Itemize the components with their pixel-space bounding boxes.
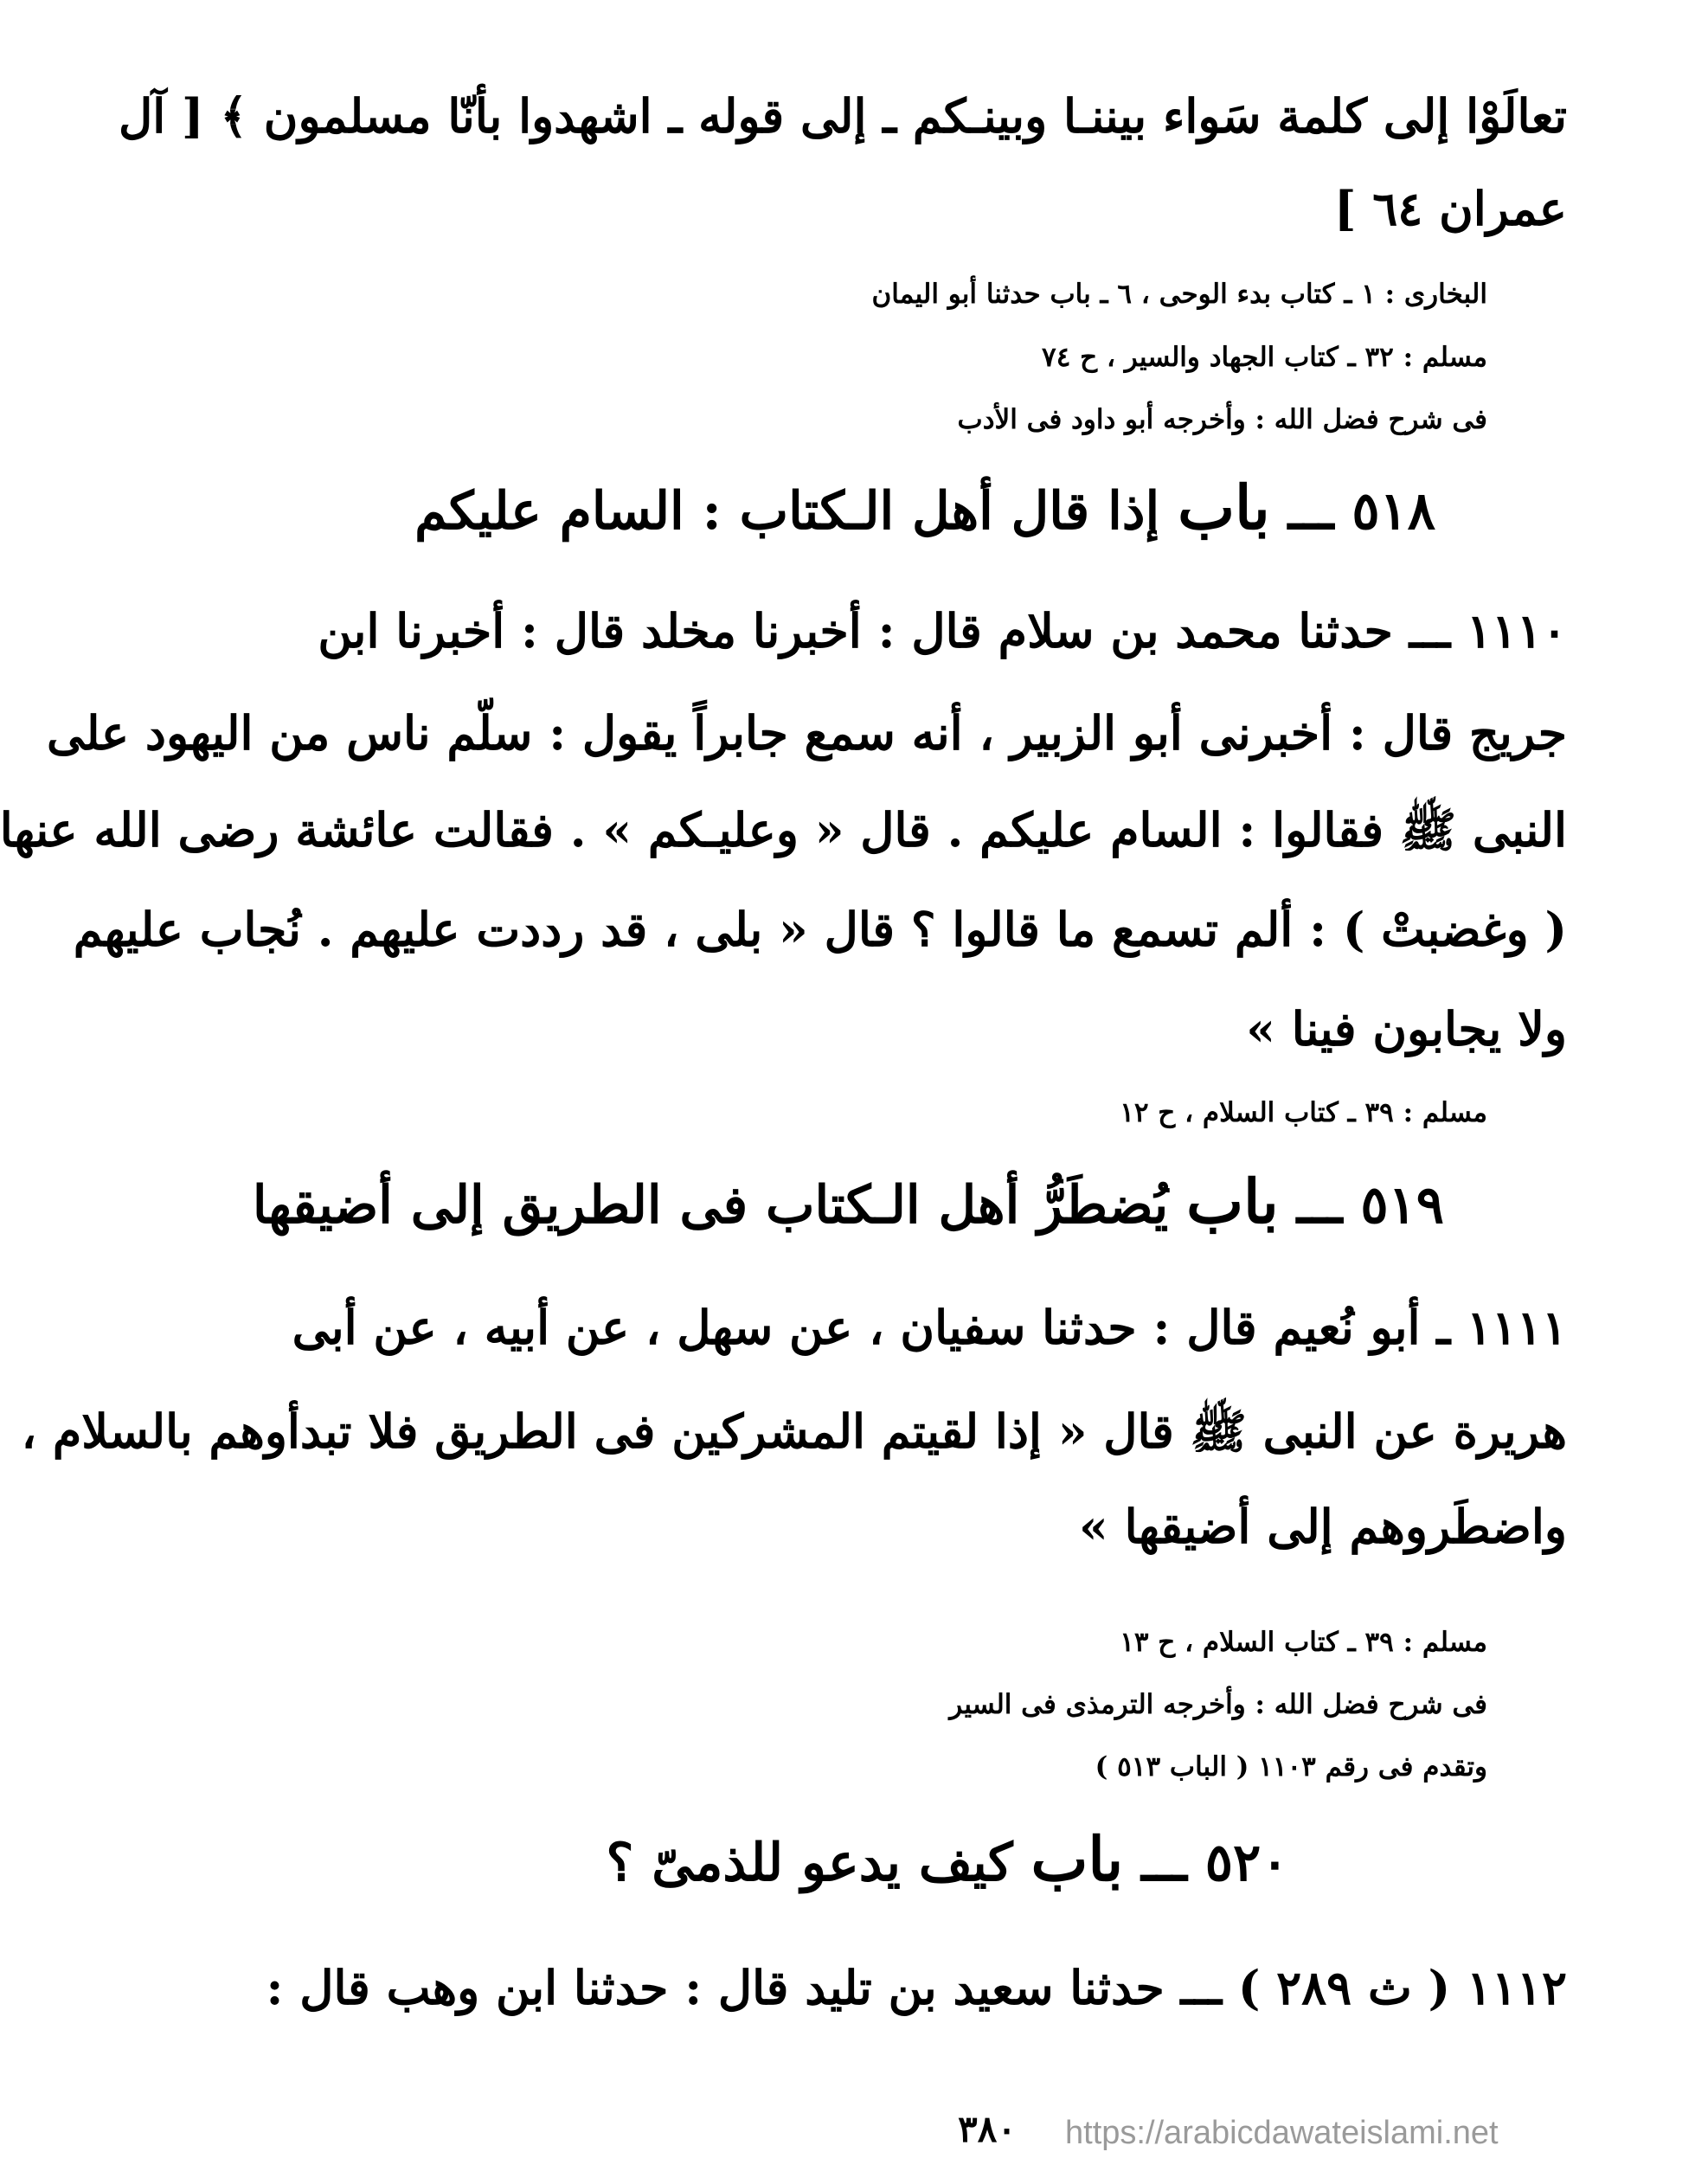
intro-line-1: تعالَوْا إلى كلمة سَواء بيننـا وبينـكم ـ إلى قوله ـ اشهدوا بأنّا مسلمون ﴾ [ آل [118,88,1567,144]
chapter-bab-label: باب [1178,472,1270,543]
footnote-muslim-salam-12: مسلم : ٣٩ ـ كتاب السلام ، ح ١٢ [1120,1097,1487,1128]
chapter-title: يُضطَرُّ أهل الـكتاب فى الطريق إلى أضيقها [252,1175,1169,1236]
hadith-1110-line-2: جريج قال : أخبرنى أبو الزبير ، أنه سمع جابراً يقول : سلّم ناس من اليهود على [47,705,1567,761]
chapter-heading-518 [414,472,1435,543]
chapter-bab-label: باب [1030,1823,1124,1895]
chapter-heading-519 [252,1166,1444,1237]
chapter-number: ٥٢٠ ـــ [1141,1833,1289,1893]
hadith-1110-line-3: النبى ﷺ فقالوا : السام عليكم . قال « وعليـكم » . فقالت عائشة رضى الله عنها [0,802,1567,858]
chapter-heading-520 [408,1823,1487,1895]
hadith-1111-line-2: هريرة عن النبى ﷺ قال « إذا لقيتم المشركين فى الطريق فلا تبدأوهم بالسلام ، [21,1404,1567,1459]
chapter-title: كيف يدعو للذمىّ ؟ [606,1833,1013,1893]
footnote-sharh-tirmidhi: فى شرح فضل الله : وأخرجه الترمذى فى السير [949,1689,1487,1720]
hadith-1110-line-4: ( وغضبتْ ) : ألم تسمع ما قالوا ؟ قال « بلى ، قد رددت عليهم . نُجاب عليهم [73,902,1567,957]
intro-line-2: عمران ٦٤ ] [1333,181,1567,236]
hadith-1110-line-1: ١١١٠ ـــ حدثنا محمد بن سلام قال : أخبرنا مخلد قال : أخبرنا ابن [318,603,1567,658]
chapter-number: ٥١٨ ـــ [1287,481,1435,542]
footnote-cross-reference: وتقدم فى رقم ١١٠٣ ( الباب ٥١٣ ) [1095,1751,1487,1783]
chapter-bab-label: باب [1186,1166,1279,1237]
chapter-title: إذا قال أهل الـكتاب : السام عليكم [414,481,1160,542]
footnote-muslim-jihad: مسلم : ٣٢ ـ كتاب الجهاد والسير ، ح ٧٤ [1042,342,1487,373]
hadith-1112-line-1: ١١١٢ ( ث ٢٨٩ ) ـــ حدثنا سعيد بن تليد قال : حدثنا ابن وهب قال : [266,1960,1567,2015]
chapter-number: ٥١٩ ـــ [1296,1175,1444,1236]
page-number: ٣٨٠ [958,2108,1017,2150]
hadith-1111-line-1: ١١١١ ـ أبو نُعيم قال : حدثنا سفيان ، عن سهل ، عن أبيه ، عن أبى [292,1300,1567,1355]
hadith-1111-line-3: واضطَروهم إلى أضيقها » [1079,1499,1567,1554]
hadith-1110-line-5: ولا يجابون فينا » [1246,1001,1567,1057]
website-watermark: https://arabicdawateislami.net [1065,2115,1499,2151]
footnote-bukhari: البخارى : ١ ـ كتاب بدء الوحى ، ٦ ـ باب حدثنا أبو اليمان [871,279,1487,310]
footnote-sharh-abu-dawud: فى شرح فضل الله : وأخرجه أبو داود فى الأدب [957,404,1487,435]
footnote-muslim-salam-13: مسلم : ٣٩ ـ كتاب السلام ، ح ١٣ [1120,1627,1487,1658]
